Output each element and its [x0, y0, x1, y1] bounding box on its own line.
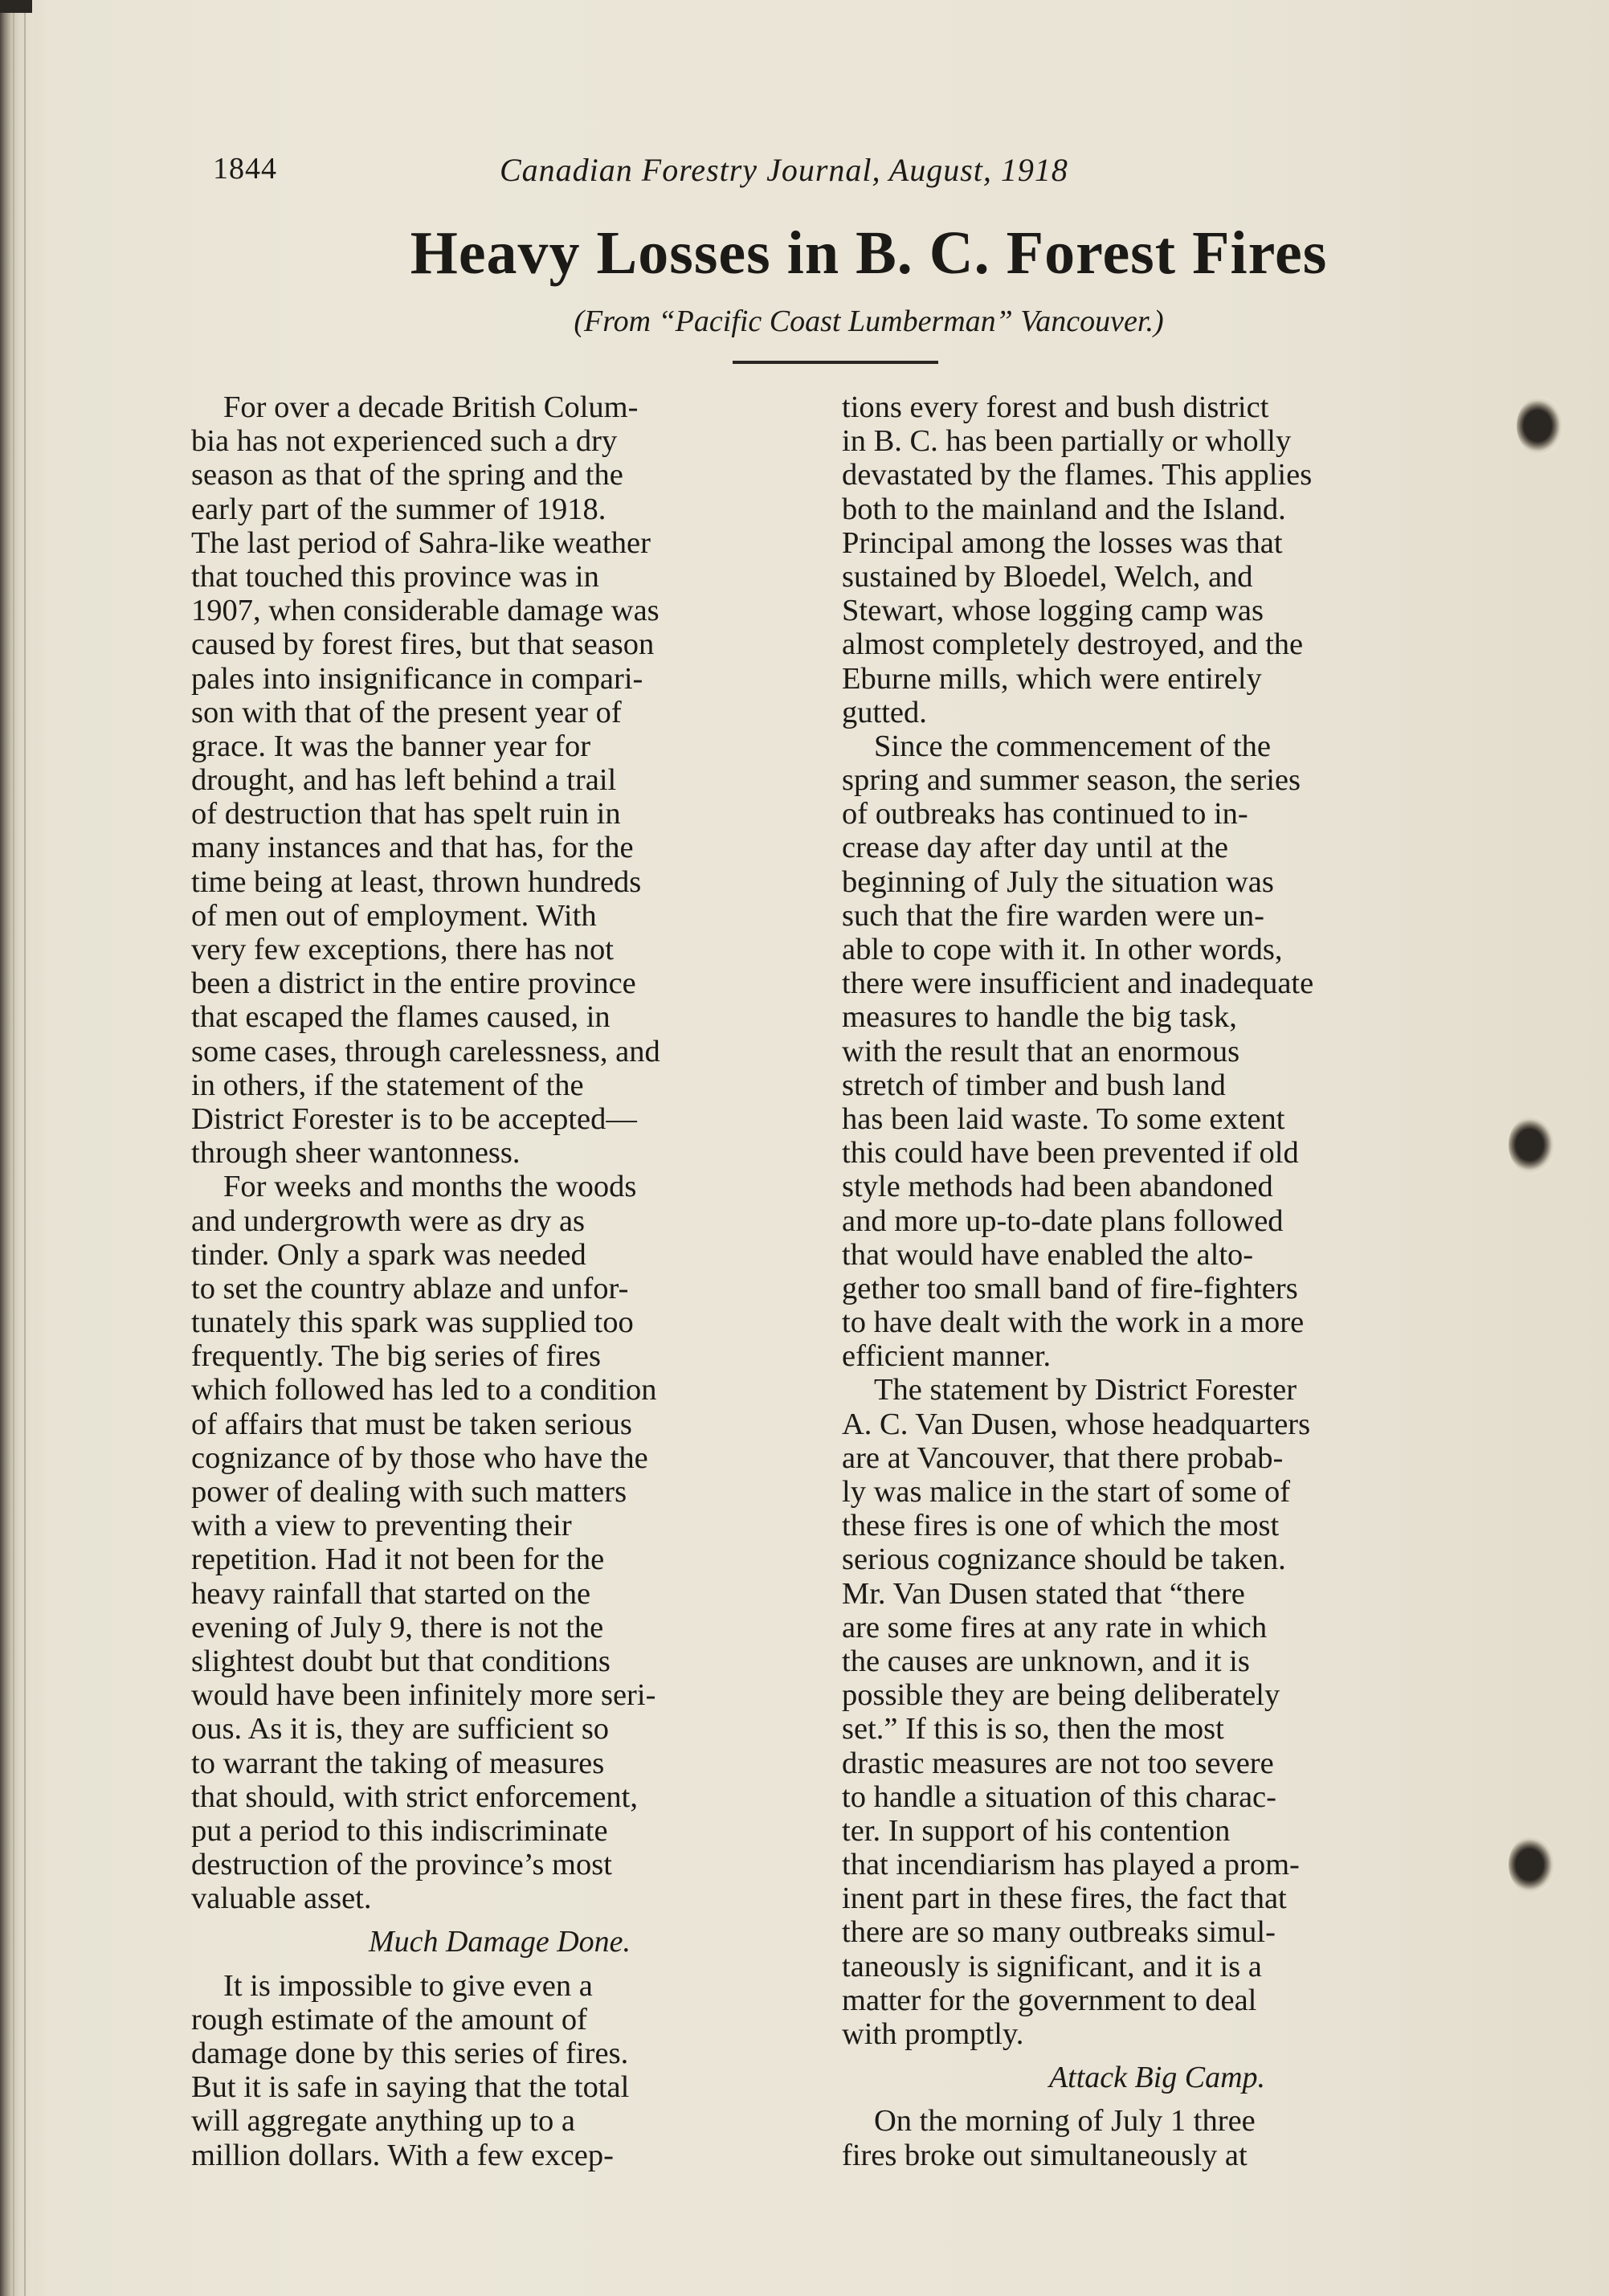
- text-line: evening of July 9, there is not the: [191, 1610, 604, 1644]
- text-line: heavy rainfall that started on the: [191, 1576, 591, 1611]
- text-line: that would have enabled the alto-: [842, 1237, 1254, 1272]
- text-line: some cases, through carelessness, and: [191, 1034, 660, 1068]
- left-column: [191, 390, 808, 2172]
- text-line: Principal among the losses was that: [842, 525, 1283, 560]
- text-line: which followed has led to a condition: [191, 1373, 657, 1407]
- text-line: to set the country ablaze and unfor-: [191, 1271, 629, 1305]
- text-line: drought, and has left behind a trail: [191, 763, 617, 798]
- text-line: drastic measures are not too severe: [842, 1746, 1274, 1780]
- text-line: of destruction that has spelt ruin in: [191, 797, 621, 831]
- text-line: Since the commencement of the: [874, 729, 1271, 763]
- text-line: with promptly.: [842, 2017, 1024, 2051]
- text-line: such that the fire warden were un-: [842, 898, 1264, 933]
- text-line: matter for the government to deal: [842, 1983, 1257, 2017]
- text-line: there are so many outbreaks simul-: [842, 1915, 1276, 1950]
- text-line: devastated by the flames. This applies: [842, 458, 1313, 492]
- text-line: ter. In support of his contention: [842, 1813, 1231, 1848]
- text-line: damage done by this series of fires.: [191, 2037, 629, 2070]
- text-line: tions every forest and bush district: [842, 390, 1269, 424]
- text-line: these fires is one of which the most: [842, 1509, 1280, 1543]
- text-line: tunately this spark was supplied too: [191, 1305, 634, 1340]
- article-source: (From “Pacific Coast Lumberman” Vancouver.): [574, 304, 1164, 338]
- text-line: of outbreaks has continued to in-: [842, 797, 1248, 831]
- page-header: [0, 151, 1609, 199]
- text-line: of men out of employment. With: [191, 898, 597, 933]
- text-line: frequently. The big series of fires: [191, 1339, 601, 1374]
- text-line: efficient manner.: [842, 1339, 1052, 1374]
- text-line: set.” If this is so, then the most: [842, 1712, 1224, 1747]
- text-line: in B. C. has been partially or wholly: [842, 424, 1292, 459]
- text-line: son with that of the present year of: [191, 695, 622, 729]
- page-number: 1844: [213, 152, 277, 186]
- text-line: to warrant the taking of measures: [191, 1746, 605, 1780]
- text-line: taneously is significant, and it is a: [842, 1949, 1262, 1983]
- text-line: through sheer wantonness.: [191, 1136, 521, 1170]
- right-column: [842, 390, 1472, 2172]
- text-line: Mr. Van Dusen stated that “there: [842, 1576, 1245, 1611]
- text-line: Stewart, whose logging camp was: [842, 594, 1264, 628]
- text-line: It is impossible to give even a: [223, 1968, 593, 2003]
- text-line: caused by forest fires, but that season: [191, 627, 655, 662]
- text-line: almost completely destroyed, and the: [842, 627, 1304, 662]
- text-line: inent part in these fires, the fact that: [842, 1881, 1287, 1916]
- text-line: beginning of July the situation was: [842, 864, 1274, 899]
- text-line: spring and summer season, the series: [842, 763, 1301, 798]
- text-line: season as that of the spring and the: [191, 458, 623, 492]
- text-line: able to cope with it. In other words,: [842, 933, 1283, 966]
- text-line: has been laid waste. To some extent: [842, 1101, 1285, 1136]
- text-line: with a view to preventing their: [191, 1509, 572, 1543]
- text-line: valuable asset.: [191, 1881, 372, 1916]
- text-line: District Forester is to be accepted—: [191, 1101, 637, 1136]
- text-line: there were insufficient and inadequate: [842, 966, 1314, 1001]
- binding-line: [24, 0, 26, 2296]
- text-line: crease day after day until at the: [842, 831, 1229, 865]
- text-line: ly was malice in the start of some of: [842, 1475, 1291, 1509]
- text-line: A. C. Van Dusen, whose headquarters: [842, 1407, 1311, 1441]
- text-line: to have dealt with the work in a more: [842, 1305, 1305, 1340]
- text-line: stretch of timber and bush land: [842, 1068, 1226, 1102]
- section-subheading: Much Damage Done.: [368, 1925, 631, 1959]
- text-line: million dollars. With a few excep-: [191, 2138, 614, 2172]
- text-line: slightest doubt but that conditions: [191, 1644, 611, 1678]
- text-line: bia has not experienced such a dry: [191, 424, 618, 459]
- text-line: been a district in the entire province: [191, 966, 636, 1001]
- text-line: the causes are unknown, and it is: [842, 1644, 1250, 1678]
- text-line: grace. It was the banner year for: [191, 729, 591, 763]
- text-line: that should, with strict enforcement,: [191, 1779, 638, 1814]
- text-line: serious cognizance should be taken.: [842, 1542, 1286, 1577]
- text-line: power of dealing with such matters: [191, 1475, 627, 1509]
- text-line: and more up-to-date plans followed: [842, 1203, 1284, 1238]
- text-line: many instances and that has, for the: [191, 831, 634, 865]
- text-line: The last period of Sahra-like weather: [191, 525, 651, 560]
- text-line: pales into insignificance in compari-: [191, 661, 643, 696]
- text-line: gether too small band of fire-fighters: [842, 1271, 1298, 1305]
- binder-hole: [1509, 1116, 1555, 1174]
- text-line: with the result that an enormous: [842, 1034, 1240, 1068]
- binder-hole: [1517, 397, 1563, 455]
- text-line: and undergrowth were as dry as: [191, 1203, 586, 1238]
- section-subheading: Attack Big Camp.: [1048, 2061, 1266, 2095]
- binding-line: [13, 0, 14, 2296]
- article-title: Heavy Losses in B. C. Forest Fires: [410, 219, 1328, 287]
- text-line: style methods had been abandoned: [842, 1170, 1273, 1204]
- text-line: For weeks and months the woods: [223, 1170, 637, 1204]
- text-line: possible they are being deliberately: [842, 1678, 1280, 1713]
- text-line: rough estimate of the amount of: [191, 2002, 587, 2037]
- text-line: destruction of the province’s most: [191, 1848, 612, 1882]
- text-line: Eburne mills, which were entirely: [842, 661, 1262, 696]
- text-line: For over a decade British Colum-: [223, 390, 639, 424]
- text-line: both to the mainland and the Island.: [842, 492, 1286, 526]
- text-line: will aggregate anything up to a: [191, 2104, 575, 2139]
- text-line: to handle a situation of this charac-: [842, 1779, 1276, 1814]
- text-line: very few exceptions, there has not: [191, 933, 614, 966]
- binder-hole: [1509, 1836, 1555, 1894]
- page-corner: [0, 0, 32, 13]
- text-line: are some fires at any rate in which: [842, 1610, 1268, 1644]
- text-line: On the morning of July 1 three: [874, 2104, 1256, 2139]
- text-line: ous. As it is, they are sufficient so: [191, 1712, 610, 1747]
- text-line: 1907, when considerable damage was: [191, 594, 660, 628]
- text-line: fires broke out simultaneously at: [842, 2138, 1248, 2172]
- running-head: Canadian Forestry Journal, August, 1918: [500, 152, 1068, 188]
- text-line: But it is safe in saying that the total: [191, 2070, 630, 2105]
- text-line: cognizance of by those who have the: [191, 1440, 648, 1475]
- text-line: sustained by Bloedel, Welch, and: [842, 559, 1253, 594]
- text-line: would have been infinitely more seri-: [191, 1678, 656, 1713]
- text-line: gutted.: [842, 695, 927, 729]
- text-line: that incendiarism has played a prom-: [842, 1848, 1300, 1882]
- text-line: are at Vancouver, that there probab-: [842, 1440, 1284, 1475]
- page-binding-edge: [0, 0, 34, 2296]
- text-line: early part of the summer of 1918.: [191, 492, 606, 526]
- text-line: put a period to this indiscriminate: [191, 1813, 608, 1848]
- text-line: in others, if the statement of the: [191, 1068, 584, 1102]
- title-rule: [733, 361, 938, 364]
- text-line: time being at least, thrown hundreds: [191, 864, 642, 899]
- text-line: of affairs that must be taken serious: [191, 1407, 632, 1441]
- text-line: this could have been prevented if old: [842, 1136, 1299, 1170]
- text-line: that touched this province was in: [191, 559, 599, 594]
- text-line: measures to handle the big task,: [842, 1000, 1237, 1035]
- text-line: that escaped the flames caused, in: [191, 1000, 611, 1035]
- text-line: tinder. Only a spark was needed: [191, 1237, 586, 1272]
- text-line: The statement by District Forester: [874, 1373, 1297, 1407]
- text-line: repetition. Had it not been for the: [191, 1542, 605, 1577]
